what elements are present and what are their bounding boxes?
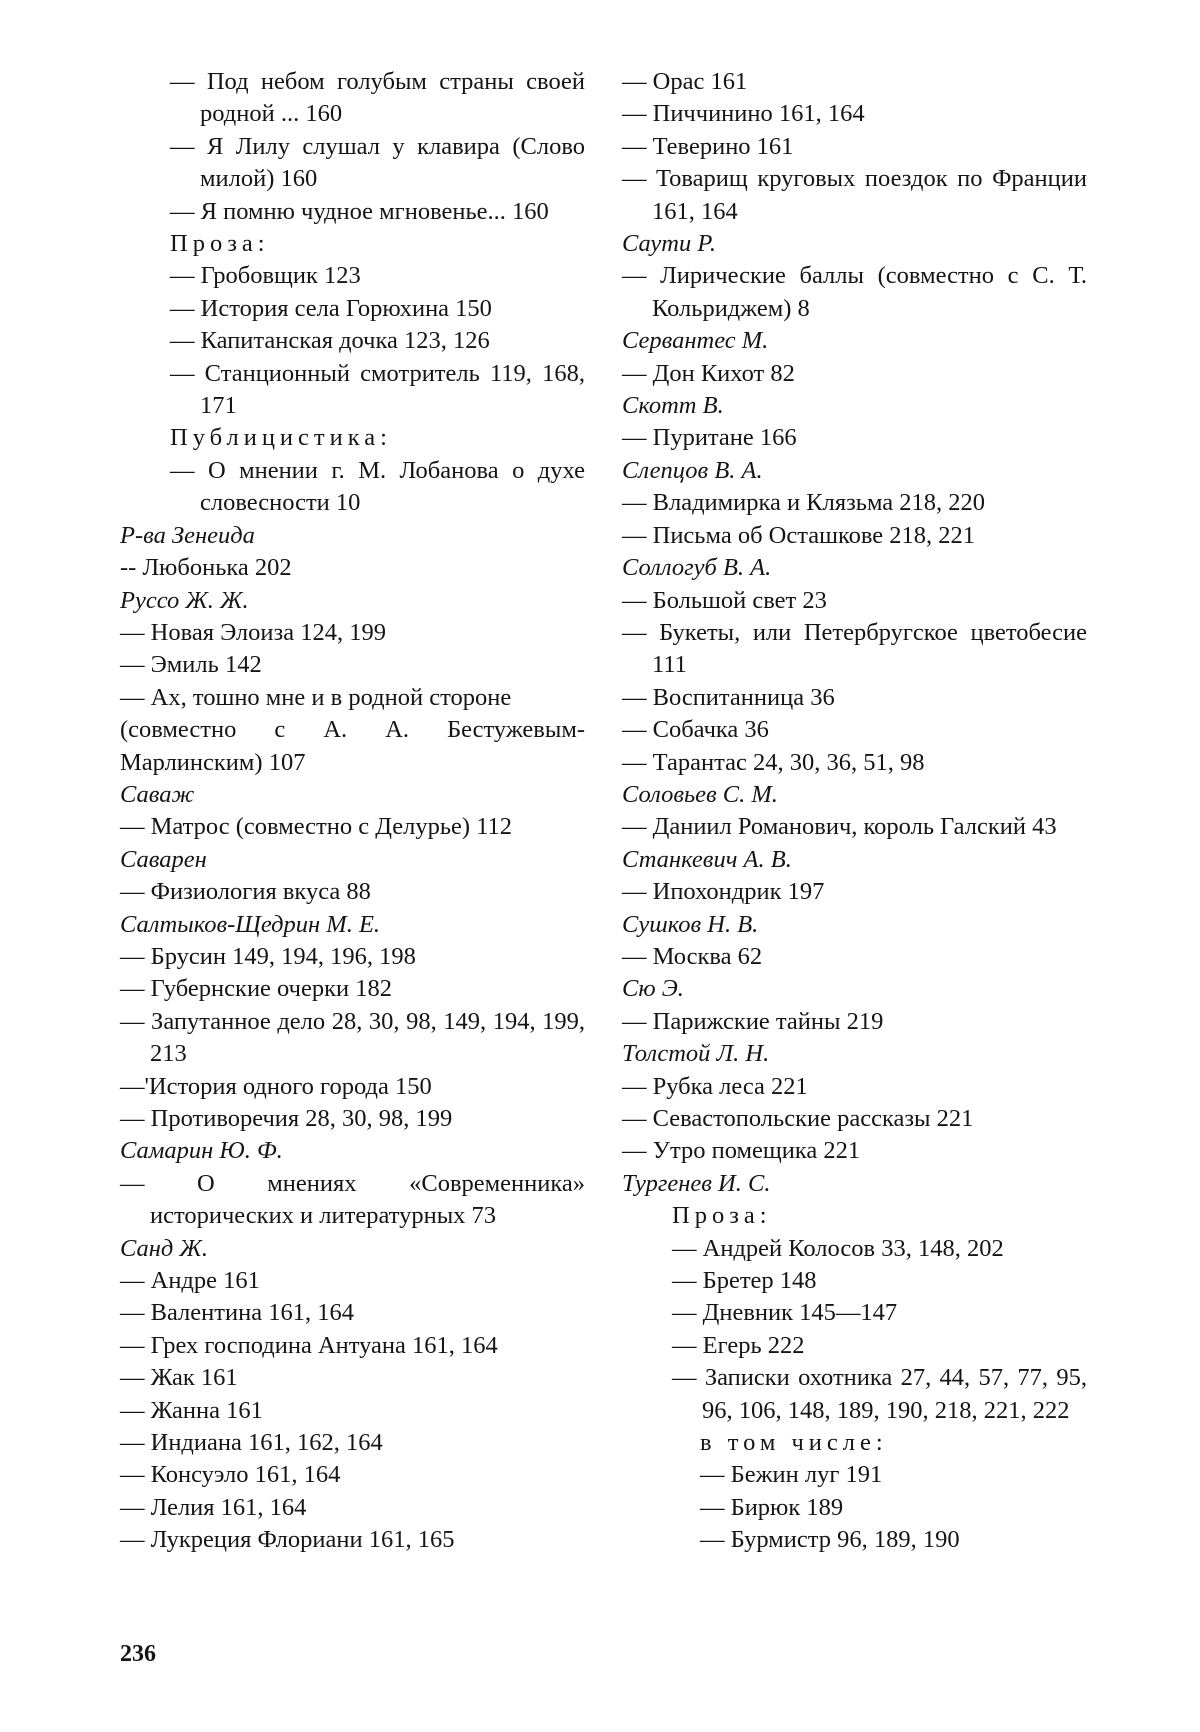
index-entry: — Лукреция Флориани 161, 165	[120, 1526, 455, 1554]
index-entry: — Я помню чудное мгновенье... 160	[170, 197, 549, 225]
index-entry: — Письма об Осташкове 218, 221	[622, 521, 976, 549]
author-heading: Станкевич А. В.	[622, 845, 792, 873]
index-entry: — Брусин 149, 194, 196, 198	[120, 942, 416, 970]
page-number: 236	[120, 1641, 156, 1667]
index-entry: — О мнениях «Современника» исторических и литературных 73	[120, 1169, 585, 1230]
author-heading: Салтыков-Щедрин М. Е.	[120, 910, 381, 938]
index-entry: — Индиана 161, 162, 164	[120, 1429, 383, 1457]
index-entry: — Товарищ круговых поездок по Франции 161, 164	[622, 165, 1087, 225]
index-entry: — Орас 161	[622, 68, 748, 95]
index-entry: — Физиология вкуса 88	[120, 878, 371, 906]
index-entry: — Валентина 161, 164	[120, 1299, 354, 1327]
index-column-left	[120, 66, 585, 1557]
index-entry: — Владимирка и Клязьма 218, 220	[622, 489, 986, 517]
index-entry: — Жанна 161	[120, 1396, 263, 1424]
author-heading: Санд Ж.	[120, 1234, 208, 1262]
index-entry: — Матрос (совместно с Делурье) 112	[120, 813, 513, 841]
author-heading: Руссо Ж. Ж.	[120, 586, 249, 614]
index-entry: — Запутанное дело 28, 30, 98, 149, 194, 199, 213	[120, 1007, 585, 1068]
index-entry: —'История одного города 150	[120, 1072, 432, 1100]
index-entry: — Бежин луг 191	[700, 1461, 883, 1489]
index-entry: — Новая Элоиза 124, 199	[120, 618, 386, 646]
index-entry: — Дневник 145—147	[672, 1299, 898, 1327]
index-entry: — Лирические баллы (совместно с С. Т. Кольриджем) 8	[622, 262, 1087, 322]
index-entry: — История села Горюхина 150	[170, 294, 492, 322]
author-heading: Саварен	[120, 845, 207, 873]
index-entry: — Станционный смотритель 119, 168, 171	[170, 359, 585, 420]
index-entry: — Андрей Колосов 33, 148, 202	[672, 1234, 1004, 1262]
index-entry: — Записки охотника 27, 44, 57, 77, 95, 96, 106, 148, 189, 190, 218, 221, 222	[672, 1364, 1087, 1424]
author-heading: Тургенев И. С.	[622, 1169, 771, 1197]
index-entry: (совместно с А. А. Бестужевым-Марлинским) 107	[120, 716, 585, 776]
author-heading: Саваж	[120, 780, 195, 808]
index-entry: — Я Лилу слушал у клавира (Слово милой) 160	[170, 132, 585, 193]
index-entry: — Воспитанница 36	[622, 683, 835, 711]
author-heading: Сервантес М.	[622, 327, 769, 355]
section-heading: Проза:	[170, 230, 270, 258]
index-entry: — Консуэло 161, 164	[120, 1461, 341, 1489]
index-entry: — Теверино 161	[622, 132, 794, 160]
section-heading: в том числе:	[700, 1429, 888, 1457]
index-entry: — Пуритане 166	[622, 424, 797, 452]
index-entry: — Противоречия 28, 30, 98, 199	[120, 1105, 453, 1132]
index-entry: — Жак 161	[120, 1364, 238, 1392]
author-heading: Сушков Н. В.	[622, 910, 759, 938]
index-entry: — Бурмистр 96, 189, 190	[700, 1526, 960, 1554]
author-heading: Р-ва Зенеида	[120, 521, 255, 549]
index-entry: — Гробовщик 123	[170, 262, 361, 290]
index-entry: — Букеты, или Петербругское цветобесие 111	[622, 618, 1087, 679]
index-entry: -- Любонька 202	[120, 554, 292, 582]
index-entry: — Ипохондрик 197	[622, 878, 825, 906]
index-entry: — Даниил Романович, король Галский 43	[622, 813, 1057, 841]
index-entry: — Собачка 36	[622, 716, 769, 744]
index-entry: — Тарантас 24, 30, 36, 51, 98	[622, 748, 925, 776]
index-entry: — Бирюк 189	[700, 1493, 844, 1521]
index-entry: — Дон Кихот 82	[622, 359, 795, 387]
index-entry: — Грех господина Антуана 161, 164	[120, 1331, 498, 1359]
section-heading: Публицистика:	[170, 424, 392, 452]
section-heading: Проза:	[672, 1202, 772, 1230]
index-entry: — Пиччинино 161, 164	[622, 100, 865, 128]
author-heading: Саути Р.	[622, 230, 717, 258]
author-heading: Сю Э.	[622, 975, 684, 1003]
index-entry: — Егерь 222	[672, 1331, 805, 1359]
index-entry: — Андре 161	[120, 1267, 260, 1295]
index-entry: — Рубка леса 221	[622, 1072, 808, 1100]
author-heading: Толстой Л. Н.	[622, 1040, 770, 1068]
author-heading: Слепцов В. А.	[622, 456, 763, 484]
author-heading: Соловьев С. М.	[622, 780, 778, 808]
index-entry: — Бретер 148	[672, 1267, 817, 1295]
author-heading: Соллогуб В. А.	[622, 554, 772, 582]
index-entry: — Севастопольские рассказы 221	[622, 1105, 974, 1132]
index-entry: — Губернские очерки 182	[120, 975, 393, 1003]
index-entry: — Под небом голубым страны своей родной ... 160	[170, 68, 585, 128]
index-entry: — Лелия 161, 164	[120, 1493, 307, 1521]
index-entry: — Москва 62	[622, 942, 763, 970]
index-entry: — Эмиль 142	[120, 651, 262, 679]
author-heading: Скотт В.	[622, 392, 724, 420]
index-column-right	[622, 66, 1087, 1557]
index-entry: — Капитанская дочка 123, 126	[170, 327, 490, 355]
index-entry: — О мнении г. М. Лобанова о духе словесности 10	[170, 456, 585, 517]
index-entry: — Большой свет 23	[622, 586, 827, 614]
index-entry: — Утро помещика 221	[622, 1137, 861, 1165]
index-entry: — Парижские тайны 219	[622, 1007, 884, 1035]
author-heading: Самарин Ю. Ф.	[120, 1137, 283, 1165]
index-entry: — Ах, тошно мне и в родной стороне	[120, 683, 512, 711]
